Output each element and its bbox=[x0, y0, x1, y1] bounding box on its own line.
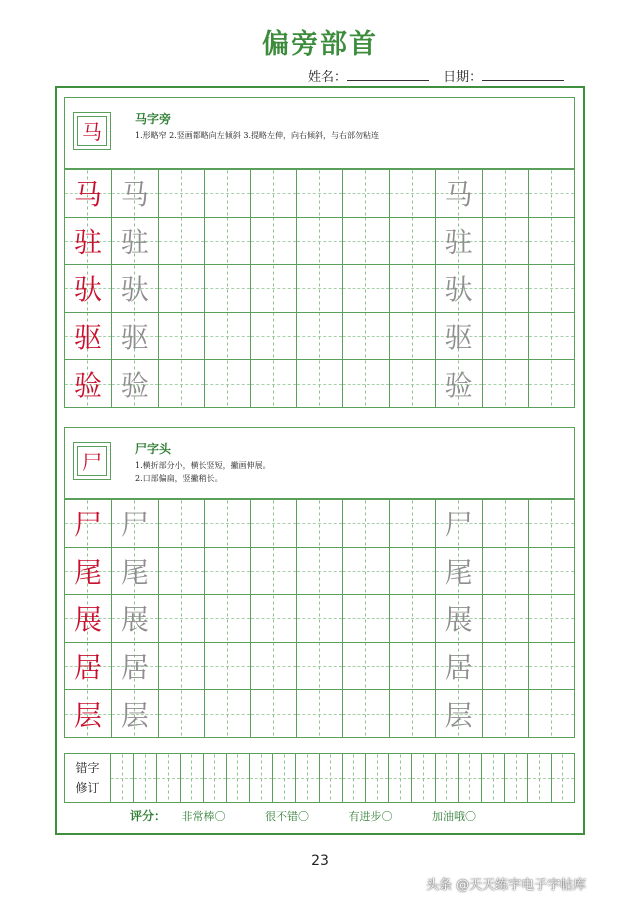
practice-cell[interactable] bbox=[251, 642, 297, 690]
correction-cell[interactable] bbox=[180, 754, 203, 803]
practice-cell[interactable] bbox=[435, 595, 482, 643]
practice-cell[interactable] bbox=[343, 547, 389, 595]
practice-cell[interactable] bbox=[389, 500, 435, 548]
model-character: 马 bbox=[73, 178, 102, 212]
practice-cell[interactable] bbox=[528, 690, 574, 738]
practice-cell[interactable] bbox=[389, 547, 435, 595]
correction-cell[interactable] bbox=[203, 754, 226, 803]
practice-cell[interactable] bbox=[297, 360, 343, 408]
model-character: 居 bbox=[73, 651, 102, 685]
trace-character: 展 bbox=[444, 603, 473, 637]
practice-cell[interactable] bbox=[297, 170, 343, 218]
name-date-bar bbox=[308, 66, 574, 85]
practice-cell[interactable] bbox=[482, 595, 528, 643]
practice-cell[interactable] bbox=[482, 690, 528, 738]
page-title: 偏旁部首 bbox=[262, 29, 378, 60]
practice-cell[interactable] bbox=[389, 170, 435, 218]
practice-cell[interactable] bbox=[111, 500, 158, 548]
practice-cell[interactable] bbox=[251, 217, 297, 265]
practice-cell[interactable] bbox=[435, 642, 482, 690]
practice-cell[interactable] bbox=[528, 547, 574, 595]
practice-cell[interactable] bbox=[528, 265, 574, 313]
section-2-radical: 尸 bbox=[77, 446, 107, 476]
practice-cell[interactable] bbox=[343, 642, 389, 690]
practice-cell[interactable] bbox=[65, 642, 112, 690]
correction-cell[interactable] bbox=[435, 754, 458, 803]
trace-character: 尾 bbox=[120, 555, 149, 589]
practice-cell[interactable] bbox=[435, 265, 482, 313]
practice-cell[interactable] bbox=[204, 547, 250, 595]
practice-cell[interactable] bbox=[435, 170, 482, 218]
practice-cell[interactable] bbox=[251, 500, 297, 548]
practice-cell[interactable] bbox=[111, 595, 158, 643]
practice-cell[interactable] bbox=[111, 312, 158, 360]
practice-cell[interactable] bbox=[297, 642, 343, 690]
practice-cell[interactable] bbox=[111, 217, 158, 265]
trace-character: 驱 bbox=[120, 321, 149, 355]
practice-cell[interactable] bbox=[528, 312, 574, 360]
trace-character: 层 bbox=[120, 698, 149, 732]
practice-cell[interactable] bbox=[528, 170, 574, 218]
practice-cell[interactable] bbox=[158, 265, 204, 313]
practice-cell[interactable] bbox=[111, 265, 158, 313]
practice-cell[interactable] bbox=[251, 595, 297, 643]
correction-cell[interactable] bbox=[366, 754, 389, 803]
model-character: 驻 bbox=[73, 225, 102, 259]
practice-cell[interactable] bbox=[297, 217, 343, 265]
model-character: 驱 bbox=[73, 321, 102, 355]
correction-cell[interactable] bbox=[458, 754, 481, 803]
trace-character: 驮 bbox=[444, 273, 473, 307]
practice-row bbox=[65, 642, 575, 690]
section-1-title: 马字旁 bbox=[135, 112, 172, 126]
trace-character: 驻 bbox=[444, 225, 473, 259]
section-1-note-1: 1.形略窄 2.竖画都略向左倾斜 3.提略左伸，向右倾斜，与右部勿粘连 bbox=[135, 131, 379, 140]
trace-character: 驱 bbox=[444, 321, 473, 355]
practice-cell[interactable] bbox=[389, 690, 435, 738]
practice-cell[interactable] bbox=[482, 642, 528, 690]
practice-cell[interactable] bbox=[482, 217, 528, 265]
trace-character: 尸 bbox=[120, 508, 149, 542]
correction-row bbox=[65, 754, 575, 803]
score-option-good[interactable]: 很不错〇 bbox=[265, 810, 310, 823]
model-character: 层 bbox=[73, 698, 102, 732]
model-character: 尸 bbox=[73, 508, 102, 542]
correction-cell[interactable] bbox=[110, 754, 133, 803]
practice-cell[interactable] bbox=[343, 170, 389, 218]
practice-row bbox=[65, 217, 575, 265]
practice-row bbox=[65, 547, 575, 595]
practice-cell[interactable] bbox=[65, 360, 112, 408]
practice-cell[interactable] bbox=[65, 690, 112, 738]
practice-cell[interactable] bbox=[65, 595, 112, 643]
correction-cell[interactable] bbox=[319, 754, 342, 803]
section-2-practice-grid bbox=[64, 499, 575, 738]
trace-character: 层 bbox=[444, 698, 473, 732]
practice-row bbox=[65, 595, 575, 643]
section-1-practice-grid bbox=[64, 169, 575, 408]
practice-cell[interactable] bbox=[65, 265, 112, 313]
section-1-radical: 马 bbox=[77, 116, 107, 146]
practice-cell[interactable] bbox=[389, 217, 435, 265]
practice-cell[interactable] bbox=[343, 265, 389, 313]
practice-cell[interactable] bbox=[111, 360, 158, 408]
correction-cell[interactable] bbox=[505, 754, 528, 803]
practice-cell[interactable] bbox=[482, 265, 528, 313]
practice-cell[interactable] bbox=[297, 690, 343, 738]
practice-cell[interactable] bbox=[204, 500, 250, 548]
correction-cell[interactable] bbox=[551, 754, 575, 803]
trace-character: 居 bbox=[120, 651, 149, 685]
trace-character: 居 bbox=[444, 651, 473, 685]
practice-cell[interactable] bbox=[435, 217, 482, 265]
trace-character: 驻 bbox=[120, 225, 149, 259]
name-field[interactable] bbox=[347, 68, 429, 81]
practice-cell[interactable] bbox=[343, 690, 389, 738]
practice-cell[interactable] bbox=[111, 547, 158, 595]
practice-cell[interactable] bbox=[251, 170, 297, 218]
practice-cell[interactable] bbox=[251, 690, 297, 738]
section-2-note-2: 2.口部偏扁，竖撇稍长。 bbox=[135, 474, 223, 483]
practice-cell[interactable] bbox=[297, 595, 343, 643]
practice-cell[interactable] bbox=[65, 217, 112, 265]
correction-label-line-1: 错字 bbox=[75, 761, 100, 775]
practice-cell[interactable] bbox=[389, 595, 435, 643]
trace-character: 验 bbox=[120, 368, 149, 402]
practice-cell[interactable] bbox=[204, 217, 250, 265]
practice-cell[interactable] bbox=[251, 360, 297, 408]
practice-cell[interactable] bbox=[65, 547, 112, 595]
practice-cell[interactable] bbox=[528, 500, 574, 548]
date-field[interactable] bbox=[482, 68, 564, 81]
practice-cell[interactable] bbox=[65, 500, 112, 548]
practice-cell[interactable] bbox=[389, 642, 435, 690]
practice-cell[interactable] bbox=[65, 312, 112, 360]
correction-cell[interactable] bbox=[134, 754, 157, 803]
practice-row bbox=[65, 312, 575, 360]
correction-grid bbox=[64, 753, 575, 803]
practice-cell[interactable] bbox=[389, 360, 435, 408]
trace-character: 驮 bbox=[120, 273, 149, 307]
section-2-note-1: 1.横折部分小，横长竖短，撇画伸展。 bbox=[135, 461, 271, 470]
practice-cell[interactable] bbox=[343, 360, 389, 408]
date-label: 日期： bbox=[443, 70, 483, 85]
practice-cell[interactable] bbox=[528, 217, 574, 265]
section-2-title: 尸字头 bbox=[135, 442, 172, 456]
practice-cell[interactable] bbox=[158, 500, 204, 548]
model-character: 展 bbox=[73, 603, 102, 637]
practice-cell[interactable] bbox=[111, 642, 158, 690]
score-bar bbox=[130, 807, 512, 824]
correction-cell[interactable] bbox=[250, 754, 273, 803]
trace-character: 展 bbox=[120, 603, 149, 637]
practice-cell[interactable] bbox=[297, 547, 343, 595]
practice-cell[interactable] bbox=[435, 690, 482, 738]
model-character: 尾 bbox=[73, 555, 102, 589]
practice-cell[interactable] bbox=[435, 312, 482, 360]
correction-cell[interactable] bbox=[226, 754, 249, 803]
practice-cell[interactable] bbox=[111, 170, 158, 218]
practice-cell[interactable] bbox=[158, 360, 204, 408]
practice-cell[interactable] bbox=[204, 595, 250, 643]
model-character: 驮 bbox=[73, 273, 102, 307]
model-character: 验 bbox=[73, 368, 102, 402]
correction-cell[interactable] bbox=[528, 754, 551, 803]
section-2-radical-box bbox=[73, 442, 111, 480]
practice-row bbox=[65, 500, 575, 548]
practice-row bbox=[65, 265, 575, 313]
correction-cell[interactable] bbox=[157, 754, 180, 803]
correction-label-line-2: 修订 bbox=[75, 781, 100, 795]
watermark: 头条 @天天练字电子字帖库 bbox=[426, 878, 587, 893]
practice-cell[interactable] bbox=[297, 500, 343, 548]
practice-cell[interactable] bbox=[158, 170, 204, 218]
practice-cell[interactable] bbox=[343, 312, 389, 360]
practice-cell[interactable] bbox=[158, 312, 204, 360]
trace-character: 尾 bbox=[444, 555, 473, 589]
practice-row bbox=[65, 690, 575, 738]
section-1-radical-box bbox=[73, 112, 111, 150]
correction-cell[interactable] bbox=[389, 754, 412, 803]
correction-cell[interactable] bbox=[481, 754, 504, 803]
practice-row bbox=[65, 170, 575, 218]
correction-cell[interactable] bbox=[412, 754, 435, 803]
trace-character: 马 bbox=[444, 178, 473, 212]
trace-character: 马 bbox=[120, 178, 149, 212]
correction-label-cell bbox=[65, 754, 111, 803]
practice-cell[interactable] bbox=[65, 170, 112, 218]
practice-cell[interactable] bbox=[158, 217, 204, 265]
practice-cell[interactable] bbox=[389, 265, 435, 313]
practice-cell[interactable] bbox=[343, 500, 389, 548]
practice-cell[interactable] bbox=[389, 312, 435, 360]
practice-cell[interactable] bbox=[482, 170, 528, 218]
practice-cell[interactable] bbox=[251, 547, 297, 595]
practice-cell[interactable] bbox=[251, 265, 297, 313]
trace-character: 尸 bbox=[444, 508, 473, 542]
practice-row bbox=[65, 360, 575, 408]
practice-cell[interactable] bbox=[158, 642, 204, 690]
practice-cell[interactable] bbox=[297, 312, 343, 360]
practice-cell[interactable] bbox=[204, 312, 250, 360]
score-label: 评分： bbox=[130, 809, 167, 823]
score-option-keep-going[interactable]: 加油哦〇 bbox=[432, 810, 477, 823]
practice-cell[interactable] bbox=[158, 595, 204, 643]
practice-cell[interactable] bbox=[482, 547, 528, 595]
score-option-excellent[interactable]: 非常棒〇 bbox=[181, 810, 226, 823]
practice-cell[interactable] bbox=[111, 690, 158, 738]
practice-cell[interactable] bbox=[528, 642, 574, 690]
correction-cell[interactable] bbox=[273, 754, 296, 803]
practice-cell[interactable] bbox=[343, 217, 389, 265]
name-label: 姓名： bbox=[308, 70, 348, 85]
page-number: 23 bbox=[311, 853, 329, 869]
practice-cell[interactable] bbox=[435, 500, 482, 548]
correction-cell[interactable] bbox=[296, 754, 319, 803]
practice-cell[interactable] bbox=[482, 312, 528, 360]
practice-cell[interactable] bbox=[343, 595, 389, 643]
trace-character: 验 bbox=[444, 368, 473, 402]
practice-cell[interactable] bbox=[435, 360, 482, 408]
practice-cell[interactable] bbox=[528, 595, 574, 643]
practice-cell[interactable] bbox=[435, 547, 482, 595]
score-option-progress[interactable]: 有进步〇 bbox=[348, 810, 393, 823]
practice-cell[interactable] bbox=[482, 500, 528, 548]
practice-cell[interactable] bbox=[158, 690, 204, 738]
practice-cell[interactable] bbox=[204, 690, 250, 738]
practice-cell[interactable] bbox=[528, 360, 574, 408]
practice-cell[interactable] bbox=[251, 312, 297, 360]
practice-cell[interactable] bbox=[158, 547, 204, 595]
practice-cell[interactable] bbox=[204, 360, 250, 408]
practice-cell[interactable] bbox=[482, 360, 528, 408]
practice-cell[interactable] bbox=[204, 642, 250, 690]
practice-cell[interactable] bbox=[204, 265, 250, 313]
correction-cell[interactable] bbox=[342, 754, 365, 803]
practice-cell[interactable] bbox=[204, 170, 250, 218]
practice-cell[interactable] bbox=[297, 265, 343, 313]
